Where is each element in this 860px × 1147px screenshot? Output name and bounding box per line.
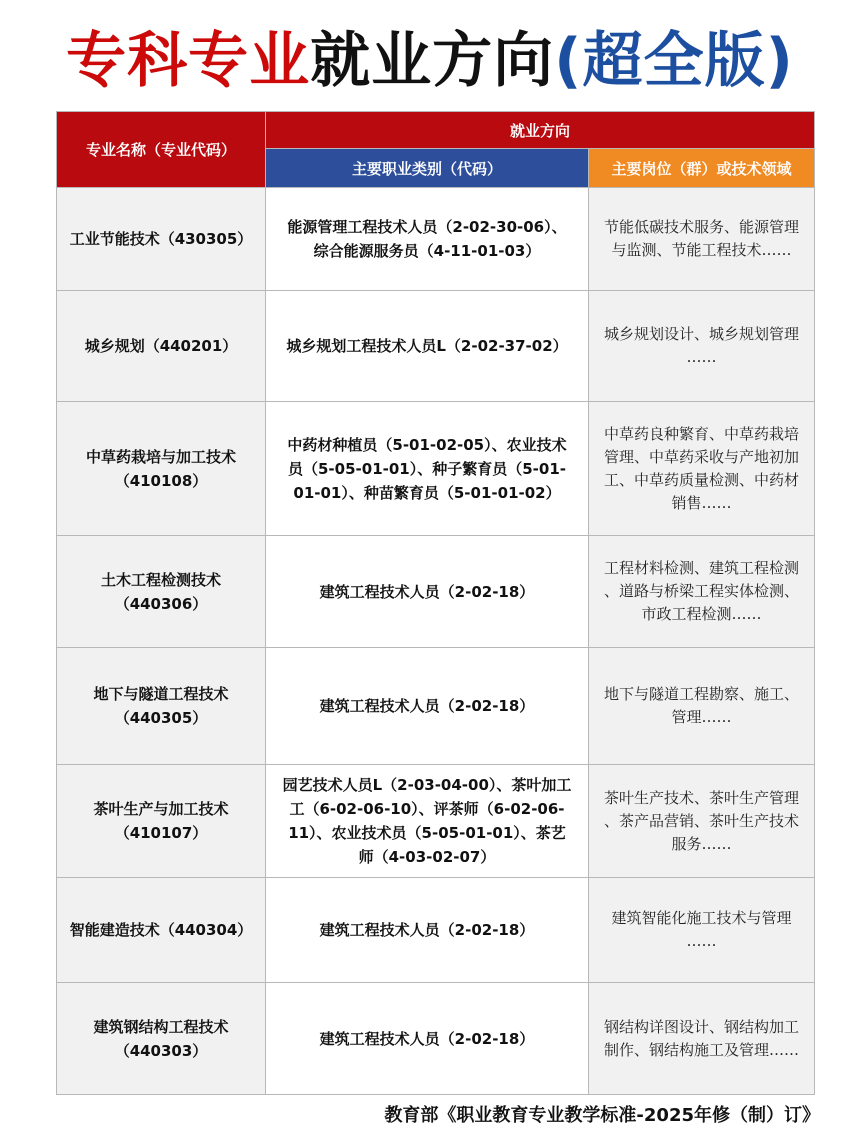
table-row [57,291,815,402]
occupation-line: 师（4-03-02-07） [358,848,496,866]
posts-line: 茶叶生产技术、茶叶生产管理 [604,788,800,807]
major-line: 茶叶生产与加工技术 [93,800,229,818]
major-line: （440306） [114,594,208,613]
posts-cell [589,188,815,291]
major-line: 地下与隧道工程技术 [93,685,229,703]
occupation-line: 建筑工程技术人员（2-02-18） [319,582,535,601]
major-line: 中草药栽培与加工技术 [85,447,236,466]
major-cell [57,188,266,291]
posts-cell [589,765,815,878]
posts-cell [589,878,815,983]
major-line: 工业节能技术（430305） [69,230,253,248]
occupation-cell [266,536,589,648]
occupation-cell [266,983,589,1095]
occupation-line: 建筑工程技术人员（2-02-18） [319,697,535,715]
posts-line: 管理、中草药采收与产地初加 [604,447,800,466]
occupation-line: 建筑工程技术人员（2-02-18） [319,1029,535,1048]
posts-line: 销售…… [671,493,732,512]
header-major: 专业名称（专业代码） [57,112,266,188]
posts-line: 地下与隧道工程勘察、施工、 [604,685,800,703]
posts-line: …… [686,932,717,950]
source-citation: 教育部《职业教育专业教学标准-2025年修（制）订》 [384,1105,820,1126]
posts-line: 服务…… [671,834,732,853]
posts-line: 建筑智能化施工技术与管理 [611,909,792,927]
posts-line: 、茶产品营销、茶叶生产技术 [604,811,800,830]
posts-line: 钢结构详图设计、钢结构加工 [604,1017,800,1036]
employment-table [56,111,815,1095]
major-line: 智能建造技术（440304） [69,921,253,939]
posts-line: 市政工程检测…… [641,605,762,623]
occupation-line: 中药材种植员（5-01-02-05）、农业技术 [287,435,567,454]
table-row [57,878,815,983]
occupation-line: 工（6-02-06-10）、评茶师（6-02-06- [289,800,565,818]
major-cell [57,291,266,402]
major-line: （440303） [114,1041,208,1060]
table-row [57,648,815,765]
posts-line: 工程材料检测、建筑工程检测 [604,559,800,577]
header-occupation: 主要职业类别（代码） [266,149,589,188]
posts-line: 制作、钢结构施工及管理…… [604,1040,800,1059]
title-part-2: 就业方向 [310,26,555,96]
occupation-line: 园艺技术人员L（2-03-04-00）、茶叶加工 [282,776,572,794]
major-line: 城乡规划（440201） [84,337,238,355]
posts-line: 工、中草药质量检测、中药材 [604,470,800,489]
occupation-cell [266,188,589,291]
occupation-line: 员（5-05-01-01）、种子繁育员（5-01- [288,459,566,478]
table-row [57,765,815,878]
major-line: （410107） [114,824,208,842]
major-cell [57,878,266,983]
major-cell [57,536,266,648]
occupation-cell [266,402,589,536]
posts-cell [589,983,815,1095]
occupation-line: 11）、农业技术员（5-05-01-01）、茶艺 [288,824,566,842]
page-title [0,18,860,104]
posts-line: 节能低碳技术服务、能源管理 [604,218,800,236]
posts-line: 管理…… [671,708,732,726]
header-employment: 就业方向 [266,112,815,149]
posts-line: 城乡规划设计、城乡规划管理 [604,325,800,343]
major-cell [57,983,266,1095]
occupation-cell [266,878,589,983]
major-line: （410108） [114,471,208,490]
occupation-line: 建筑工程技术人员（2-02-18） [319,921,535,939]
table-row [57,188,815,291]
major-line: （440305） [114,709,208,727]
major-cell [57,402,266,536]
posts-line: …… [686,348,717,366]
occupation-cell [266,291,589,402]
posts-cell [589,536,815,648]
title-part-1: 专科专业 [66,26,311,96]
occupation-cell [266,765,589,878]
table-row [57,536,815,648]
occupation-cell [266,648,589,765]
occupation-line: 01-01）、种苗繁育员（5-01-01-02） [293,483,561,502]
posts-line: 中草药良种繁育、中草药栽培 [604,424,800,443]
table-row [57,402,815,536]
major-line: 建筑钢结构工程技术 [93,1017,229,1036]
major-cell [57,765,266,878]
posts-line: 、道路与桥梁工程实体检测、 [604,582,800,600]
major-cell [57,648,266,765]
occupation-line: 综合能源服务员（4-11-01-03） [313,242,541,260]
occupation-line: 能源管理工程技术人员（2-02-30-06）、 [287,218,567,236]
posts-line: 与监测、节能工程技术…… [611,241,792,259]
posts-cell [589,291,815,402]
header-posts: 主要岗位（群）或技术领域 [589,149,815,188]
table-row [57,983,815,1095]
title-part-3: (超全版) [554,26,794,96]
major-line: 土木工程检测技术 [100,570,221,589]
occupation-line: 城乡规划工程技术人员L（2-02-37-02） [286,337,568,355]
posts-cell [589,648,815,765]
posts-cell [589,402,815,536]
